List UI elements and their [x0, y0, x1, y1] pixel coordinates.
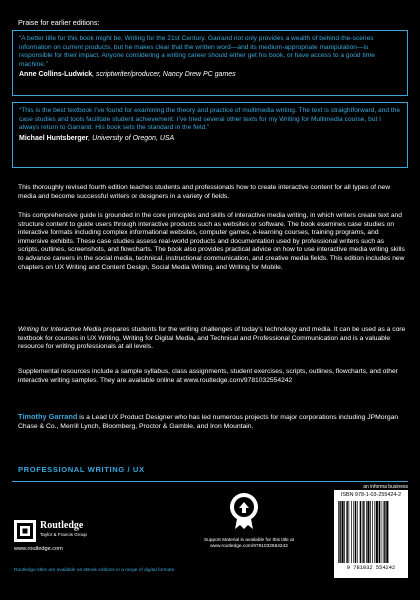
publisher-group: Taylor & Francis Group	[40, 532, 87, 537]
barcode-bar	[342, 501, 344, 563]
quote-author-role: , scriptwriter/producer, Nancy Drew PC games	[92, 71, 236, 79]
isbn-number: ISBN 978-1-03-255424-2	[340, 492, 402, 498]
support-material-block	[184, 492, 334, 562]
support-line-1: Support Material is available for this title at	[203, 538, 295, 543]
description-paragraph: This comprehensive guide is grounded in the core principles and skills of interactive media writing, in which writers create text and structure content to guide users through interactive products such as websites or software. The book examines case studies on interactive formats including complex informational websites, computer games, e-learning courses, training programs, and immersive exhibits. These case studies assess real-world products and documentation used by professional writers such as scripts, outlines, screenshots, and flowcharts. The book also provides practical advice on how to use interactive media writing skills to advance careers in the social media, technical, instructional communication, and creative media fields. This edition includes new chapters on UX Writing and Content Design, Social Media Writing, and Writing for Mobile.	[18, 212, 405, 271]
barcode-bar	[367, 501, 369, 563]
barcode-bar	[339, 501, 340, 563]
barcode-bar	[379, 501, 380, 563]
quote-text: “A better title for this book might be, Writing for the 21st Century. Garrand not only provides a wealth of behind-the-scenes information on current products, but he makes clear that the written word—and its medium-appropriate manipulation—is responsible for their impact. Anyone considering a writing career should either get his book, or have access to a good time machine.”	[19, 35, 375, 68]
supplemental-paragraph: Supplemental resources include a sample syllabus, class assignments, student exercises, scripts, outlines, flowcharts, and other interactive writing samples. They are available online at www.routledge.com/9781032554242	[18, 368, 398, 384]
quote-text: “This is the best textbook I’ve found for examining the theory and practice of multimedia writing. The text is straightforward, and the case studies and tools facilitate student achievement. I’ve tried several other texts for my Writing for Multimedia course, but I always return to Garrand. His book sets the standard in the field.”	[19, 107, 401, 132]
barcode-bar	[376, 501, 378, 563]
quote-attribution	[19, 134, 401, 143]
barcode-bar	[346, 501, 347, 563]
quote-author-name: Anne Collins-Ludwick	[19, 71, 93, 79]
quote-author-role: , University of Oregon, USA	[88, 134, 175, 142]
publisher-block	[14, 520, 134, 560]
divider	[12, 481, 408, 482]
book-title: Writing for Interactive Media	[18, 326, 102, 333]
barcode-icon	[338, 501, 404, 563]
barcode-bar	[355, 501, 356, 563]
publisher-url: www.routledge.com	[14, 546, 63, 552]
barcode-digits: 9 781032 554242	[346, 565, 396, 571]
barcode-bar	[362, 501, 363, 563]
description-paragraph	[18, 326, 406, 352]
barcode-bar	[353, 501, 354, 563]
barcode-bar	[370, 501, 371, 563]
support-material-text	[184, 538, 314, 550]
publisher-name: Routledge	[40, 520, 84, 531]
barcode-bar	[372, 501, 373, 563]
quote-author-name: Michael Huntsberger	[19, 134, 89, 142]
ebook-note: Routledge titles are available as eBook editions in a range of digital formats	[14, 568, 174, 573]
praise-intro: Praise for earlier editions:	[18, 18, 100, 27]
barcode-bar	[374, 501, 375, 563]
paragraph-text: prepares students for the writing challenges of today’s technology and media. It can be used as a core textbook for courses in UX Writing, Writing for Digital Media, and Technical and Professional Communication and is a valuable resource for writing professionals at all levels.	[18, 326, 406, 351]
barcode-bar	[386, 501, 388, 563]
barcode-bar	[383, 501, 384, 563]
barcode-bar	[357, 501, 358, 563]
barcode-bar	[366, 501, 367, 563]
quote-box	[12, 30, 408, 96]
barcode-bar	[344, 501, 345, 563]
subject-category: PROFESSIONAL WRITING / UX	[18, 465, 145, 474]
barcode-bar	[338, 501, 339, 563]
quote-box	[12, 102, 408, 168]
description-paragraph: This thoroughly revised fourth edition teaches students and professionals how to create interactive content for all types of new media and become successful writers or designers in a variety of fields.	[18, 184, 391, 200]
barcode-bar	[351, 501, 352, 563]
barcode-bar	[381, 501, 382, 563]
support-material-seal-icon	[229, 492, 259, 530]
barcode-bar	[360, 501, 361, 563]
barcode-bar	[349, 501, 350, 563]
author-bio-text: is a Lead UX Product Designer who has led numerous projects for major corporations including JPMorgan Chase & Co., Merrill Lynch, Bloomberg, Proctor & Gamble, and Iron Mountain.	[18, 414, 399, 430]
support-line-2: www.routledge.com/9781032554242	[210, 544, 288, 549]
barcode-bar	[363, 501, 364, 563]
barcode-bar	[384, 501, 385, 563]
informa-tagline: an informa business	[363, 484, 408, 490]
author-name: Timothy Garrand	[18, 412, 78, 421]
author-bio	[18, 413, 406, 432]
quote-attribution	[19, 70, 401, 79]
routledge-logo-icon	[14, 520, 36, 542]
isbn-barcode	[334, 490, 408, 578]
